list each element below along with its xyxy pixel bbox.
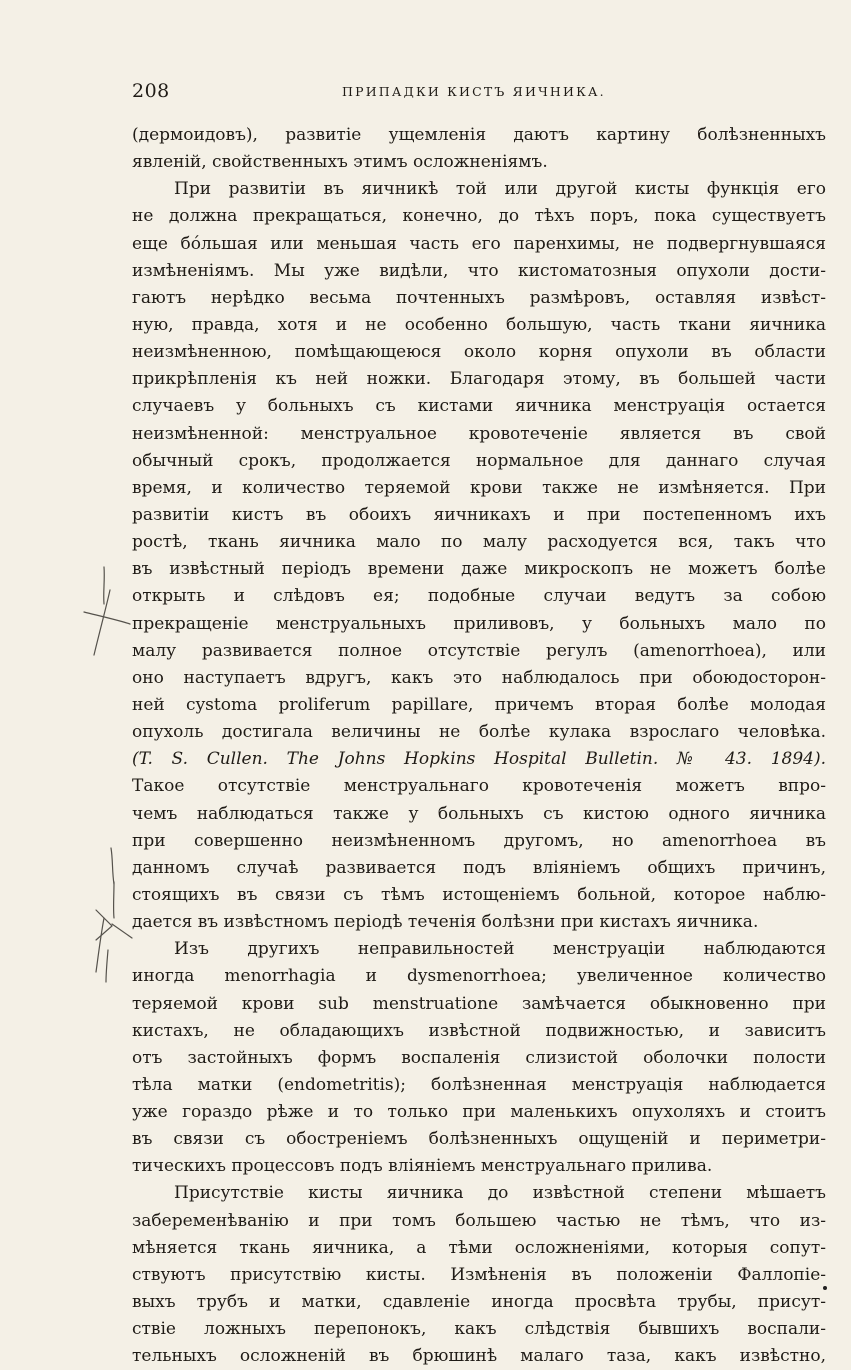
text-line: неизмѣненной: менструальное кровотеченіе является въ свой bbox=[132, 423, 826, 444]
text-line: развитіи кистъ въ обоихъ яичникахъ и при постепенномъ ихъ bbox=[132, 504, 826, 525]
text-line: данномъ случаѣ развивается подъ вліяніемъ общихъ причинъ, bbox=[132, 857, 826, 878]
text-line: Присутствіе кисты яичника до извѣстной степени мѣшаетъ bbox=[174, 1183, 826, 1204]
text-line: неизмѣненною, помѣщающеюся около корня опухоли въ области bbox=[132, 342, 826, 363]
text-line: мѣняется ткань яичника, а тѣми осложненіями, которыя сопут- bbox=[132, 1237, 826, 1258]
page-number: 208 bbox=[132, 80, 170, 102]
text-line: въ извѣстный періодъ времени даже микроскопъ не можетъ болѣе bbox=[132, 559, 826, 580]
text-line: время, и количество теряемой крови также не измѣняется. При bbox=[132, 477, 826, 498]
text-line: (дермоидовъ), развитіе ущемленія даютъ картину болѣзненныхъ bbox=[132, 125, 826, 145]
citation-line: (T. S. Cullen. The Johns Hopkins Hospital Bulletin. № 43. 1894). bbox=[132, 749, 826, 770]
text-line: въ связи съ обостреніемъ болѣзненныхъ ощущеній и периметри- bbox=[132, 1129, 826, 1150]
text-line: чемъ наблюдаться также у больныхъ съ кистою одного яичника bbox=[132, 803, 826, 824]
text-line: тическихъ процессовъ подъ вліяніемъ менструальнаго прилива. bbox=[132, 1156, 713, 1177]
page-header bbox=[132, 80, 826, 110]
text-line: не должна прекращаться, конечно, до тѣхъ поръ, пока существуетъ bbox=[132, 206, 826, 227]
text-line: еще бóльшая или меньшая часть его паренхимы, не подвергнувшаяся bbox=[132, 233, 826, 254]
text-line: иногда menorrhagia и dysmenorrhoea; увеличенное количество bbox=[132, 966, 826, 987]
text-line: тельныхъ осложненій въ брюшинѣ малаго таза, какъ извѣстно, bbox=[132, 1346, 826, 1367]
text-line: оно наступаетъ вдругъ, какъ это наблюдалось при обоюдосторон- bbox=[132, 667, 826, 688]
text-line: явленій, свойственныхъ этимъ осложненіямъ. bbox=[132, 152, 548, 173]
text-line: стоящихъ въ связи съ тѣмъ истощеніемъ больной, которое наблю- bbox=[132, 884, 826, 905]
text-line: обычный срокъ, продолжается нормальное для даннаго случая bbox=[132, 450, 826, 471]
running-title: ПРИПАДКИ КИСТЪ ЯИЧНИКА. bbox=[342, 84, 606, 99]
body-text bbox=[132, 122, 826, 1370]
text-line: отъ застойныхъ формъ воспаленія слизистой оболочки полости bbox=[132, 1047, 826, 1068]
text-line: Такое отсутствіе менструальнаго кровотеченія можетъ впро- bbox=[132, 776, 826, 797]
text-line: прикрѣпленія къ ней ножки. Благодаря этому, въ большей части bbox=[132, 369, 826, 390]
text-line: дается въ извѣстномъ періодѣ теченія болѣзни при кистахъ яичника. bbox=[132, 912, 759, 933]
text-line: измѣненіямъ. Мы уже видѣли, что кистоматозныя опухоли дости- bbox=[132, 260, 826, 281]
text-line: При развитіи въ яичникѣ той или другой кисты функція его bbox=[174, 179, 826, 200]
text-line: гаютъ нерѣдко весьма почтенныхъ размѣровъ, оставляя извѣст- bbox=[132, 287, 826, 308]
text-line: ростѣ, ткань яичника мало по малу расходуется вся, такъ что bbox=[132, 532, 826, 553]
text-line: уже гораздо рѣже и то только при маленькихъ опухоляхъ и стоитъ bbox=[132, 1102, 826, 1123]
text-line: тѣла матки (endometritis); болѣзненная менструація наблюдается bbox=[132, 1074, 826, 1095]
text-line: открыть и слѣдовъ ея; подобные случаи ведутъ за собою bbox=[132, 586, 826, 607]
text-line: теряемой крови sub menstruatione замѣчается обыкновенно при bbox=[132, 993, 826, 1014]
text-line: ствіе ложныхъ перепонокъ, какъ слѣдствія бывшихъ воспали- bbox=[132, 1319, 826, 1340]
text-line: прекращеніе менструальныхъ приливовъ, у больныхъ мало по bbox=[132, 613, 826, 634]
text-line: забеременѣванію и при томъ большею частью не тѣмъ, что из- bbox=[132, 1210, 826, 1231]
text-line: при совершенно неизмѣненномъ другомъ, но amenorrhoea въ bbox=[132, 830, 826, 851]
text-line: малу развивается полное отсутствіе регулъ (amenorrhoea), или bbox=[132, 640, 826, 661]
text-line: кистахъ, не обладающихъ извѣстной подвижностью, и зависитъ bbox=[132, 1020, 826, 1041]
text-line: ней cystoma proliferum papillare, причемъ вторая болѣе молодая bbox=[132, 694, 826, 715]
text-line: случаевъ у больныхъ съ кистами яичника менструація остается bbox=[132, 396, 826, 417]
text-line: выхъ трубъ и матки, сдавленіе иногда просвѣта трубы, присут- bbox=[132, 1292, 826, 1313]
text-line: Изъ другихъ неправильностей менструаціи наблюдаются bbox=[174, 939, 826, 960]
text-line: ствуютъ присутствію кисты. Измѣненія въ положеніи Фаллопіе- bbox=[132, 1264, 826, 1285]
ink-dot bbox=[823, 1286, 827, 1290]
text-line: опухоль достигала величины не болѣе кулака взрослаго человѣка. bbox=[132, 722, 826, 743]
text-line: ную, правда, хотя и не особенно большую, часть ткани яичника bbox=[132, 314, 826, 335]
